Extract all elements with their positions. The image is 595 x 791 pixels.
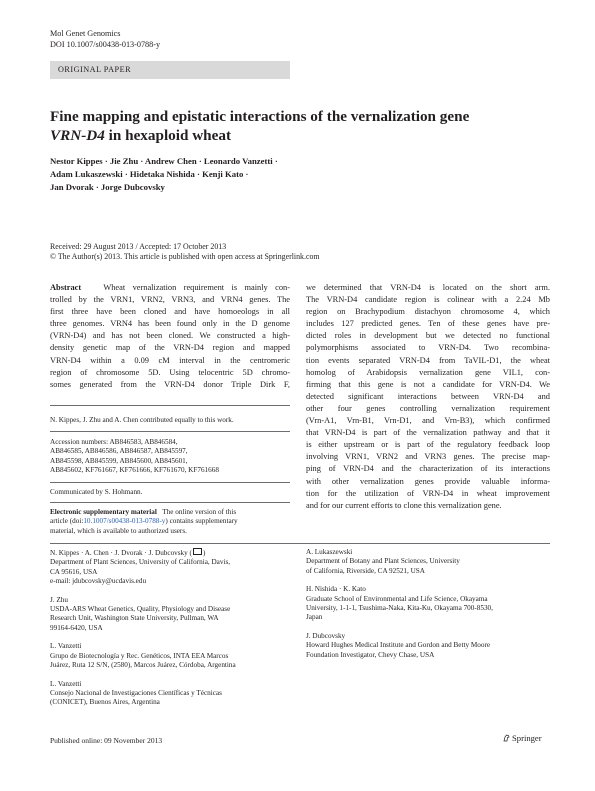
esm-doi-link[interactable]: 10.1007/s00438-013-0788-y [83, 517, 166, 526]
esm-line-2-a: article (doi: [50, 517, 84, 526]
article-dates [50, 242, 320, 262]
equal-contribution-note: N. Kippes, J. Zhu and A. Chen contributed equally to this work. [50, 416, 234, 424]
affiliation-line: Howard Hughes Medical Institute and Gordon and Betty Moore [306, 641, 491, 650]
abstract-line: three genomes. VRN4 has been found only in the D genome [50, 319, 290, 329]
communicated-note: Communicated by S. Hohmann. [50, 488, 143, 496]
abstract-line: region on Brachypodium distachyon chromosome 4, which [306, 307, 550, 317]
author-list [50, 155, 350, 194]
abstract-line: The VRN-D4 candidate region is colinear with a 2.24 Mb [306, 295, 550, 305]
abstract-line: density genetic map of the VRN-D4 region and mapped [50, 343, 290, 353]
abstract-line: first three have been cloned and have homoeologs in all [50, 307, 290, 317]
esm-line-1 [50, 508, 290, 517]
abstract-line: that VRN-D4 is part of the vernalization pathway and that it [306, 428, 550, 438]
abstract-heading: Abstract [50, 283, 82, 292]
abstract-line: ping of VRN-D4 and the characterization of its interactions [306, 464, 550, 474]
affiliation-names-text: L. Vanzetti [50, 679, 82, 688]
abstract-line: firming that this gene is not a candidate for VRN-D4. We [306, 379, 550, 389]
affiliation-line: Grupo de Biotecnología y Rec. Genéticos, INTA EEA Marcos [50, 651, 229, 660]
affiliations-right [306, 548, 550, 669]
esm-label: Electronic supplementary material [50, 508, 157, 516]
author-line-1: Nestor Kippes · Jie Zhu · Andrew Chen · Leonardo Vanzetti · [50, 156, 278, 166]
affiliation-names [50, 680, 290, 689]
author-line-2: Adam Lukaszewski · Hidetaka Nishida · Kenji Kato · [50, 169, 249, 179]
title-line-2 [50, 126, 550, 145]
affiliation-names [306, 632, 550, 641]
accession-divider [50, 431, 290, 432]
affiliation-names-end: ) [202, 549, 206, 557]
affiliation-names-text: A. Lukaszewski [306, 548, 353, 556]
abstract-line: somes generated from the VRN-D4 donor Triple Dirk F, [50, 379, 290, 389]
affiliation-line: Foundation Investigator, Chevy Chase, USA [306, 650, 435, 659]
affiliation-line: 99164-6420, USA [50, 623, 103, 632]
accession-numbers [50, 438, 290, 475]
accession-line: AB845598, AB845599, AB845600, AB845601, [50, 456, 188, 465]
affiliation-line: Juárez, Ruta 12 S/N, (2580), Marcos Juárez, Córdoba, Argentina [50, 660, 236, 669]
communicated-divider [50, 482, 290, 483]
affiliation-names-text: J. Dubcovsky [306, 632, 346, 641]
affiliation-line: Consejo Nacional de Investigaciones Científicas y Técnicas [50, 689, 222, 698]
affiliation-line: CA 95616, USA [50, 567, 98, 576]
affiliation-line: Japan [306, 613, 323, 622]
journal-name: Mol Genet Genomics [50, 29, 121, 38]
section-label-band [50, 61, 290, 79]
affiliation-block [306, 632, 550, 660]
author-line-3: Jan Dvorak · Jorge Dubcovsky [50, 182, 165, 192]
affiliation-block [50, 548, 290, 586]
abstract-line: other four genes controlling vernalization requirement [306, 403, 550, 413]
affiliation-line: USDA-ARS Wheat Genetics, Quality, Physiology and Disease [50, 604, 231, 613]
affiliation-block [50, 596, 290, 633]
abstract-line: is either upstream or is part of the regulatory feedback loop [306, 440, 550, 450]
affiliation-block [306, 548, 550, 576]
abstract-line: with other vernalization genes provide valuable informa- [306, 476, 550, 486]
article-title [50, 107, 550, 145]
accession-line: AB846585, AB846586, AB846587, AB845597, [50, 447, 188, 456]
abstract-line: we determined that VRN-D4 is located on the short arm. [306, 283, 550, 292]
affiliation-line: e-mail: jdubcovsky@ucdavis.edu [50, 576, 147, 585]
section-label: ORIGINAL PAPER [58, 65, 132, 74]
abstract-line: trolled by the VRN1, VRN2, VRN3, and VRN4 genes. The [50, 295, 290, 305]
publisher-logo [503, 733, 542, 743]
affiliation-names [50, 596, 290, 605]
abstract-line [50, 282, 290, 294]
affiliation-line: of California, Riverside, CA 92521, USA [306, 566, 425, 575]
esm-divider [50, 502, 290, 503]
affiliation-block [50, 680, 290, 708]
affiliation-line: Department of Plant Sciences, University of California, Davis, [50, 558, 231, 567]
affiliation-names [306, 548, 550, 557]
springer-horse-icon [503, 734, 510, 742]
envelope-icon[interactable] [193, 548, 202, 555]
esm-line-3: material, which is available to authorized users. [50, 526, 187, 535]
affiliations-divider [50, 543, 550, 544]
abstract-right-column [306, 282, 550, 512]
accession-line: Accession numbers: AB846583, AB846584, [50, 438, 178, 446]
abstract-line: detected significant interactions between VRN-D4 and [306, 391, 550, 401]
affiliation-names-text: H. Nishida · K. Kato [306, 585, 366, 594]
abstract-line-text: Wheat vernalization requirement is mainly con- [103, 283, 290, 292]
affiliation-names-text: J. Zhu [50, 595, 68, 604]
abstract-line: and for our current efforts to clone this vernalization gene. [306, 500, 502, 510]
affiliation-block [306, 585, 550, 622]
affiliation-line: (CONICET), Buenos Aires, Argentina [50, 698, 160, 707]
affiliation-block [50, 642, 290, 670]
abstract-line: polymorphisms associated to VRN-D4. Two recombina- [306, 343, 550, 353]
abstract-line: region of chromosome 5D. Using telocentric 5D chromo- [50, 367, 290, 377]
esm-note [50, 508, 290, 536]
title-gene: VRN-D4 [50, 127, 105, 144]
affiliations-left [50, 548, 290, 717]
esm-line-2-b: ) contains supplementary [165, 517, 238, 526]
esm-line-2 [50, 517, 290, 526]
esm-line-1-text: The online version of this [162, 508, 237, 516]
abstract-line: (VRN-D4) and has not been cloned. We constructed a high- [50, 331, 290, 341]
publisher-name: Springer [512, 733, 542, 743]
affiliation-line: Research Unit, Washington State University, Pullman, WA [50, 614, 219, 623]
title-line-1: Fine mapping and epistatic interactions of the vernalization gene [50, 108, 470, 125]
abstract-line: VRN-D4 within a 0.09 cM interval in the centromeric [50, 355, 290, 365]
accession-line: AB845602, KF761667, KF761666, KF761670, KF761668 [50, 465, 219, 474]
affiliation-names-text: L. Vanzetti [50, 642, 82, 651]
notes-divider [50, 405, 290, 406]
received-accepted: Received: 29 August 2013 / Accepted: 17 October 2013 [50, 242, 227, 251]
title-line-2-rest: in hexaploid wheat [104, 127, 232, 144]
affiliation-line: Department of Botany and Plant Sciences, University [306, 557, 460, 566]
affiliation-line: University, 1-1-1, Tsushima-Naka, Kita-Ku, Okayama 700-8530, [306, 603, 493, 612]
affiliation-names [50, 642, 290, 651]
abstract-line: tion events separated VRN-D4 from TaVIL-D1, the wheat [306, 355, 550, 365]
journal-doi: DOI 10.1007/s00438-013-0788-y [50, 39, 161, 49]
license-notice: © The Author(s) 2013. This article is published with open access at Springerlink.com [50, 252, 320, 261]
abstract-line: tion for the utilization of VRN-D4 in wheat improvement [306, 488, 550, 498]
abstract-line: (Vrn-A1, Vrn-B1, Vrn-D1, and Vrn-B3), which confirmed [306, 416, 550, 426]
affiliation-line: Graduate School of Environmental and Life Science, Okayama [306, 594, 488, 603]
abstract-line: involving VRN1, VRN2 and VRN3 genes. The precise map- [306, 452, 550, 462]
abstract-line: homolog of Arabidopsis vernalization gene VIL1, con- [306, 367, 550, 377]
abstract-line: includes 127 predicted genes. Ten of these genes have pre- [306, 319, 550, 329]
affiliation-names-text: N. Kippes · A. Chen · J. Dvorak · J. Dubcovsky ( [50, 549, 192, 557]
abstract-line: dicted roles in development but we detected no functional [306, 331, 550, 341]
affiliation-names [50, 548, 290, 558]
affiliation-names [306, 585, 550, 594]
published-online: Published online: 09 November 2013 [50, 736, 163, 745]
abstract-left-column [50, 282, 290, 391]
journal-header [50, 29, 160, 50]
